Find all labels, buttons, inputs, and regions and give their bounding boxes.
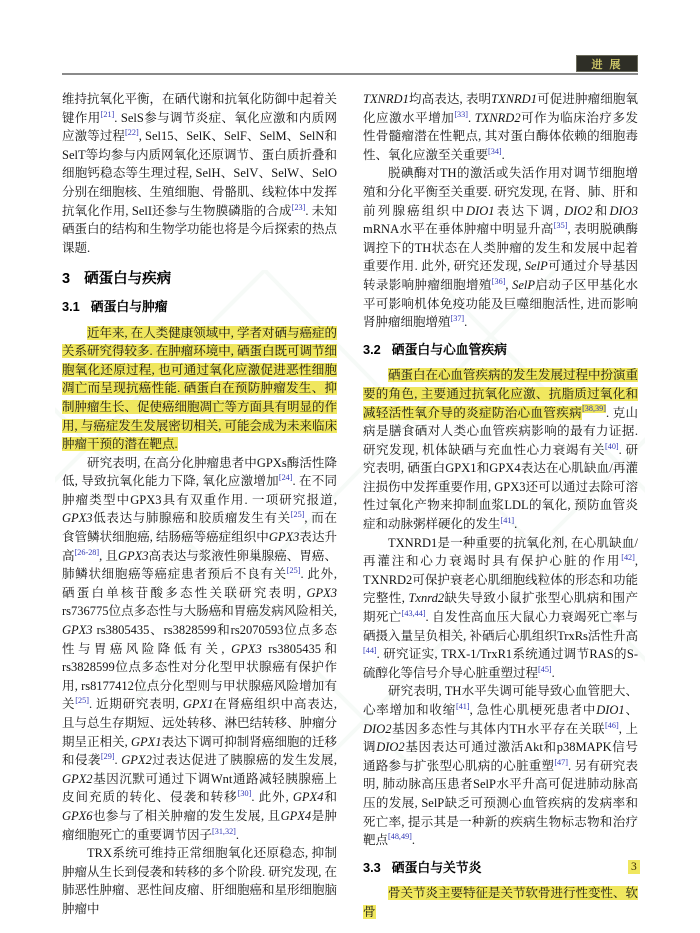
subsection-title: 硒蛋白与关节炎 xyxy=(391,859,482,875)
subsection-heading-3-1 xyxy=(62,298,337,317)
two-column-body xyxy=(62,90,638,922)
subsection-heading-3-3 xyxy=(363,859,638,878)
paragraph: 研究表明, 在高分化肿瘤患者中GPXs酶活性降低, 导致抗氧化能力下降, 氧化应激增加[24]. 在不同肿瘤类型中GPX3具有双重作用. 一项研究报道, GPX3低表达与肺腺癌和胶质瘤发生有关[25], 而在食管鳞状细胞癌, 结肠癌等癌症组织中GPX3表达升高[26-28], 且GPX3高表达与浆液性卵巢腺癌、胃癌、肺鳞状细胞癌等癌症患者预后不良有关[25]. 此外, 硒蛋白单核苷酸多态性关联研究表明, GPX3 rs736775位点多态性与大肠癌和胃癌发病风险相关, GPX3 rs3805435、rs3828599和rs2070593位点多态性与胃癌风险降低有关, GPX3 rs3805435和rs3828599位点多态性对分化型甲状腺癌有保护作用, rs8177412位点分化型则与甲状腺癌风险增加有关[25]. 近期研究表明, GPX1在肾癌组织中高表达, 且与总生存期短、远处转移、淋巴结转移、肿瘤分期呈正相关, GPX1表达下调可抑制肾癌细胞的迁移和侵袭[29]. GPX2过表达促进了胰腺癌的发生发展, GPX2基因沉默可通过下调Wnt通路减轻胰腺癌上皮间充质的转化、侵袭和转移[30]. 此外, GPX4和GPX6也参与了相关肿瘤的发生发展, 且GPX4是肿瘤细胞死亡的重要调节因子[31,32]. xyxy=(62,455,338,842)
paragraph-highlighted: 骨关节炎主要特征是关节软骨进行性变性、软骨 xyxy=(363,886,639,919)
paragraph-highlighted: 近年来, 在人类健康领域中, 学者对硒与癌症的关系研究得较多. 在肿瘤环境中, 硒蛋白既可调节细胞氧化还原过程, 也可通过氧化应激促进恶性细胞凋亡而呈现抗癌性能. 硒蛋白在预防肿瘤发生、抑制肿瘤生长、促使癌细胞凋亡等方面具有明显的作用, 与癌症发生发展密切相关, 可能会成为未来临床肿瘤干预的潜在靶点. xyxy=(62,325,338,452)
section-heading-3 xyxy=(62,270,337,289)
paragraph: TXNRD1均高表达, 表明TXNRD1可促进肿瘤细胞氧化应激水平增加[33]. TXNRD2可作为临床治疗多发性骨髓瘤潜在性靶点, 其对蛋白酶体依赖的细胞毒性、氧化应激至关重要[34]. xyxy=(363,92,638,162)
section-title: 硒蛋白与疾病 xyxy=(84,271,172,288)
paragraph-highlighted: 硒蛋白在心血管疾病的发生发展过程中扮演重要的角色, 主要通过抗氧化应激、抗脂质过氧化和减轻活性氧介导的炎症防治心血管疾病[38,39]. 克山病是膳食硒对人类心血管疾病影响的最有力证据. 研究发现, 机体缺硒与充血性心力衰竭有关[40]. 研究表明, 硒蛋白GPX1和GPX4表达在心肌缺血/再灌注损伤中发挥重要作用, GPX3还可以通过去除可溶性过氧化产物来抑制血浆LDL的氧化, 预防血管炎症和动脉粥样硬化的发生[41]. xyxy=(363,368,639,532)
paragraph: 脱碘酶对TH的激活或失活作用对调节细胞增殖和分化平衡至关重要. 研究发现, 在肾、肺、肝和前列腺癌组织中DIO1表达下调, DIO2和DIO3 mRNA水平在垂体肿瘤中明显升高[35], 表明脱碘酶调控下的TH状态在人类肿瘤的发生和发展中起着重要作用. 此外, 研究还发现, SelP可通过介导基因转录影响肿瘤细胞增殖[36], SelP启动子区甲基化水平可影响机体免疫功能及巨噬细胞活性, 进而影响肾肿瘤细胞增殖[37]. xyxy=(363,166,639,330)
right-column xyxy=(363,90,638,922)
page-number: 3 xyxy=(628,860,640,874)
subsection-number: 3.2 xyxy=(363,341,381,357)
paragraph: 研究表明, TH水平失调可能导致心血管肥大、心率增加和收缩[41], 急性心肌梗死患者中DIO1、DIO2基因多态性与其体内TH水平存在关联[46], 上调DIO2基因表达可通过激活Akt和p38MAPK信号通路参与扩张型心肌病的心脏重塑[47]. 另有研究表明, 肺动脉高压患者SelP水平升高可促进肺动脉高压的发展, SelP缺乏可预测心血管疾病的发病率和死亡率, 提示其是一种新的疾病生物标志物和治疗靶点[48,49]. xyxy=(363,684,638,848)
subsection-title: 硒蛋白与心血管疾病 xyxy=(391,341,507,357)
subsection-number: 3.1 xyxy=(62,298,80,314)
paragraph: 维持抗氧化平衡，在硒代谢和抗氧化防御中起着关键作用[21]. SelS参与调节炎症、氧化应激和内质网应激等过程[22], Sel15、SelK、SelF、SelM、SelN和SelT等均参与内质网氧化还原调节、蛋白质折叠和细胞钙稳态等生理过程, SelH、SelV、SelW、SelO分别在细胞核、生殖细胞、骨骼肌、线粒体中发挥抗氧化作用, SelI还参与生物膜磷脂的合成[23]. 未知硒蛋白的结构和生物学功能也将是今后探索的热点课题. xyxy=(62,92,338,255)
progress-badge: 进 展 xyxy=(576,55,638,72)
left-column xyxy=(62,90,337,922)
subsection-number: 3.3 xyxy=(363,859,381,875)
paragraph: TRX系统可维持正常细胞氧化还原稳态, 抑制肿瘤从生长到侵袭和转移的多个阶段. 研究发现, 在肺恶性肿瘤、恶性间皮瘤、肝细胞癌和星形细胞脑肿瘤中 xyxy=(62,846,338,916)
subsection-heading-3-2 xyxy=(363,341,638,360)
paragraph: TXNRD1是一种重要的抗氧化剂, 在心肌缺血/再灌注和心力衰竭时具有保护心脏的作用[42], TXNRD2可保护衰老心肌细胞线粒体的形态和功能完整性, Txnrd2缺失导致小鼠扩张型心肌病和围产期死亡[43,44]. 自发性高血压大鼠心力衰竭死亡率与硒摄入量呈负相关, 补硒后心肌组织TrxRs活性升高[44]. 研究证实, TRX-1/TrxR1系统通过调节RAS的S-硫醇化等信号介导心脏重塑过程[45]. xyxy=(363,535,638,680)
section-number: 3 xyxy=(62,271,71,288)
subsection-title: 硒蛋白与肿瘤 xyxy=(90,298,168,314)
header-rule xyxy=(62,73,638,75)
